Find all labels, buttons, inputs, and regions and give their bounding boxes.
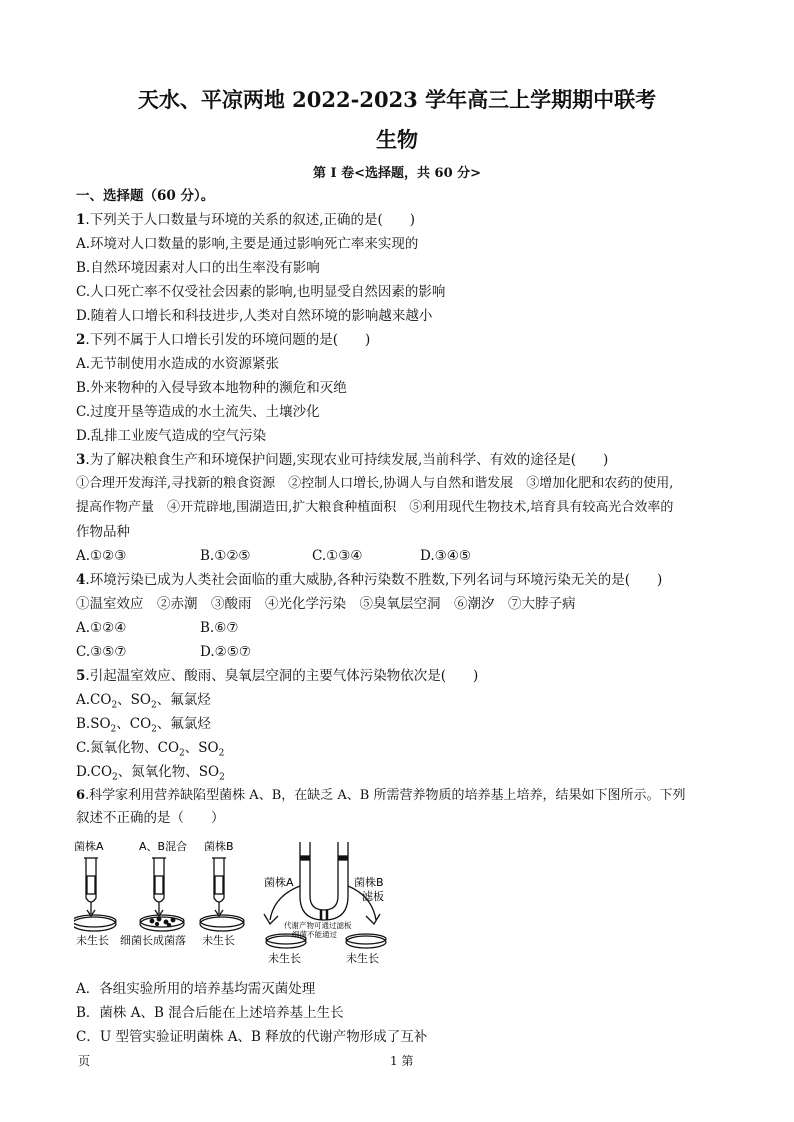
q5-c-sub: 2 — [179, 748, 185, 759]
q2-number: 2 — [76, 332, 86, 348]
q5-b-part: B.SO — [76, 716, 111, 732]
q6-number: 6 — [76, 788, 86, 803]
q3-stem — [76, 451, 608, 469]
q4-item-line: ①温室效应 ②赤潮 ③酸雨 ④光化学污染 ⑤臭氧层空洞 ⑥潮汐 ⑦大脖子病 — [76, 596, 576, 612]
u-petri-dish-right — [346, 934, 386, 948]
test-tube-a — [84, 858, 98, 916]
footer-left: 页 — [78, 1054, 91, 1068]
q4-number: 4 — [76, 572, 86, 588]
q1-number: 1 — [76, 212, 86, 228]
experiment-figure — [74, 836, 404, 972]
q5-d-part: 、氮氧化物、SO — [117, 764, 220, 780]
q6-option-c: C．U 型管实验证明菌株 A、B 释放的代谢产物形成了互补 — [76, 1029, 428, 1045]
q2-option-d: D.乱排工业废气造成的空气污染 — [76, 428, 267, 444]
q6-stem-continued: 叙述不正确的是（ ） — [76, 810, 225, 826]
q6-option-a: A．各组实验所用的培养基均需灭菌处理 — [76, 981, 316, 997]
q5-a-part: 、SO — [117, 692, 151, 708]
q1-option-c: C.人口死亡率不仅受社会因素的影响,也明显受自然因素的影响 — [76, 284, 446, 300]
subject-title: 生物 — [376, 127, 418, 152]
q1-option-a: A.环境对人口数量的影响,主要是通过影响死亡率来实现的 — [76, 236, 419, 252]
q1-stem — [76, 211, 415, 229]
q5-stem — [76, 667, 478, 685]
q5-stem-text: .引起温室效应、酸雨、臭氧层空洞的主要气体污染物依次是( ) — [85, 668, 479, 684]
label-u-strain-a: 菌株A — [264, 876, 294, 889]
q5-b-sub: 2 — [151, 724, 157, 735]
q4-option-b: B.⑥⑦ — [200, 620, 239, 636]
q3-option-c: C.①③④ — [312, 548, 363, 564]
q1-option-b: B.自然环境因素对人口的出生率没有影响 — [76, 260, 320, 276]
q5-a-part: 、氟氯烃 — [156, 692, 211, 708]
q5-b-sub: 2 — [110, 724, 117, 735]
q3-option-b: B.①②⑤ — [200, 548, 251, 564]
q6-stem-text: .科学家利用营养缺陷型菌株 A、B，在缺乏 A、B 所需营养物质的培养基上培养，结果如下图所示。下列 — [85, 788, 686, 803]
q1-stem-text: .下列关于人口数量与环境的关系的叙述,正确的是( ) — [85, 212, 416, 228]
q5-a-sub: 2 — [151, 700, 157, 711]
q4-stem — [76, 571, 662, 589]
q5-c-sub: 2 — [218, 748, 225, 759]
q2-option-a: A.无节制使用水造成的水资源紧张 — [76, 356, 280, 372]
q2-option-c: C.过度开垦等造成的水土流失、土壤沙化 — [76, 404, 320, 420]
q5-d-sub: 2 — [219, 772, 225, 783]
q3-option-a: A.①②③ — [76, 548, 127, 564]
q5-option-a — [76, 691, 211, 715]
q5-option-b — [76, 715, 211, 739]
q4-option-a: A.①②④ — [76, 620, 127, 636]
q5-a-sub: 2 — [111, 700, 118, 711]
petri-dish-mix — [140, 915, 184, 931]
label-note-2: 细菌不能通过 — [292, 930, 337, 939]
q4-option-d: D.②⑤⑦ — [200, 644, 251, 660]
q5-d-part: D.CO — [76, 764, 113, 780]
q5-option-d — [76, 763, 225, 787]
petri-dish-a — [74, 915, 116, 931]
label-colony: 细菌长成菌落 — [120, 934, 186, 947]
q5-c-part: 、SO — [184, 740, 219, 756]
q2-stem — [76, 331, 370, 349]
label-no-growth-b: 未生长 — [202, 934, 235, 947]
label-filter: 滤板 — [362, 890, 384, 903]
label-u-no-growth-left: 未生长 — [268, 952, 301, 965]
q3-item-line-2: 提高作物产量 ④开荒辟地,围湖造田,扩大粮食种植面积 ⑤利用现代生物技术,培育具有较高光合效率的 — [76, 500, 674, 515]
q6-stem — [76, 787, 685, 805]
q5-b-part: 、氟氯烃 — [156, 716, 211, 732]
label-strain-b: 菌株B — [204, 840, 234, 853]
label-mix: A、B混合 — [139, 840, 188, 853]
q2-stem-text: .下列不属于人口增长引发的环境问题的是( ) — [85, 332, 371, 348]
q5-c-part: C.氮氧化物、CO — [76, 740, 180, 756]
q2-option-b: B.外来物种的入侵导致本地物种的濒危和灭绝 — [76, 380, 347, 396]
volume-heading: 第 I 卷<选择题，共 60 分> — [312, 166, 482, 181]
q1-option-d: D.随着人口增长和科技进步,人类对自然环境的影响越来越小 — [76, 308, 433, 324]
q6-option-b: B．菌株 A、B 混合后能在上述培养基上生长 — [76, 1005, 344, 1021]
label-u-no-growth-right: 未生长 — [346, 952, 379, 965]
q5-option-c — [76, 739, 224, 763]
label-strain-a: 菌株A — [74, 840, 104, 853]
q3-number: 3 — [76, 452, 86, 468]
q3-option-d: D.③④⑤ — [420, 548, 471, 564]
q5-d-sub: 2 — [112, 772, 118, 783]
q5-number: 5 — [76, 668, 86, 684]
q3-item-line-1: ①合理开发海洋,寻找新的粮食资源 ②控制人口增长,协调人与自然和谐发展 ③增加化肥和农药的使用, — [76, 476, 674, 491]
section-heading: 一、选择题（60 分）。 — [76, 188, 215, 204]
page-number: 1 第 — [390, 1054, 414, 1068]
petri-dish-b — [200, 915, 244, 931]
q4-stem-text: .环境污染已成为人类社会面临的重大威胁,各种污染数不胜数,下列名词与环境污染无关的是( ) — [85, 572, 663, 588]
q3-item-line-3: 作物品种 — [76, 524, 130, 540]
label-no-growth-a: 未生长 — [76, 934, 109, 947]
q4-option-c: C.③⑤⑦ — [76, 644, 127, 660]
label-u-strain-b: 菌株B — [354, 876, 384, 889]
q3-stem-text: .为了解决粮食生产和环境保护问题,实现农业可持续发展,当前科学、有效的途径是( ) — [85, 452, 609, 468]
exam-title: 天水、平凉两地 2022-2023 学年高三上学期期中联考 — [137, 87, 657, 112]
label-note-1: 代谢产物可通过滤板 — [284, 921, 352, 930]
test-tube-b — [212, 858, 226, 916]
test-tube-mix — [152, 858, 166, 916]
q5-b-part: 、CO — [116, 716, 152, 732]
q5-a-part: A.CO — [76, 692, 112, 708]
